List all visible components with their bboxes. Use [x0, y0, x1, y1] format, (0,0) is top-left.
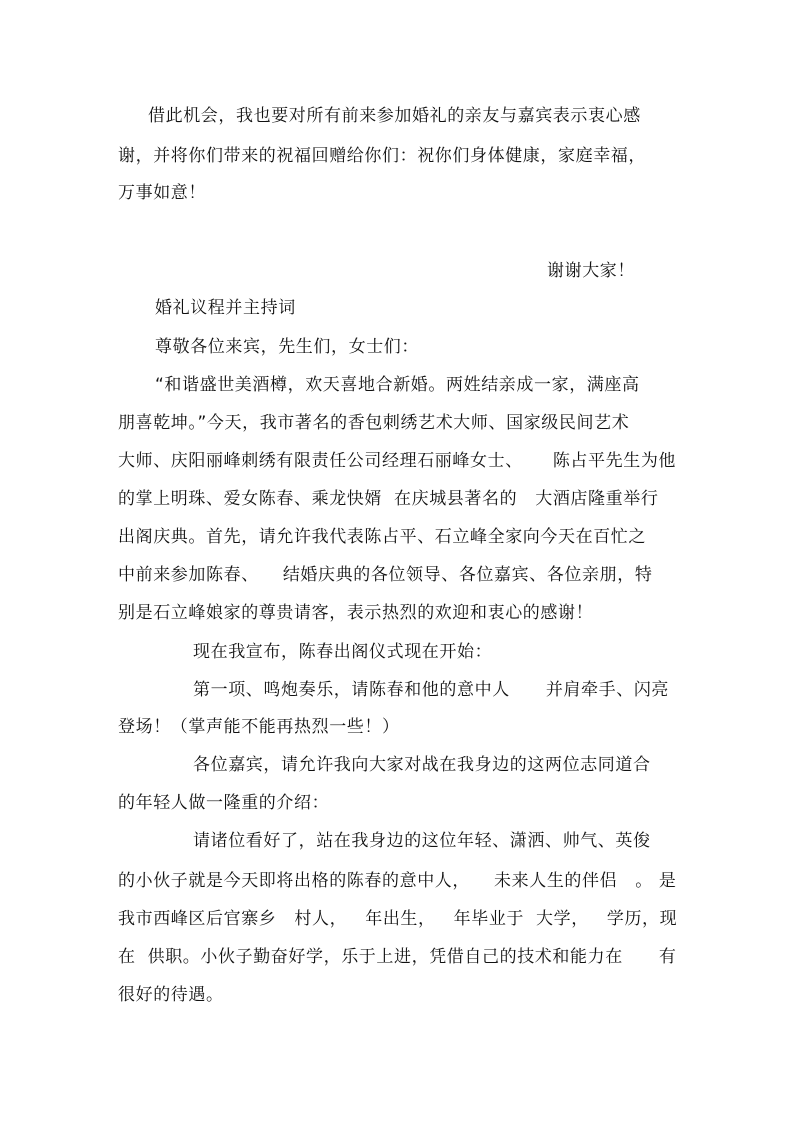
salutation: 尊敬各位来宾，先生们，女士们： [155, 337, 419, 357]
paragraph-line: 出阁庆典。首先，请允许我代表陈占平、石立峰全家向今天在百忙之 [118, 527, 646, 547]
paragraph-line: 大师、庆阳丽峰刺绣有限责任公司经理石丽峰女士、 陈占平先生为他 [118, 451, 677, 471]
paragraph-line: 别是石立峰娘家的尊贵请客，表示热烈的欢迎和衷心的感谢！ [118, 603, 594, 623]
paragraph-line: 谢，并将你们带来的祝福回赠给你们：祝你们身体健康，家庭幸福， [118, 146, 646, 166]
paragraph-line: 的小伙子就是今天即将出格的陈春的意中人， 未来人生的伴侣 。 是 [118, 871, 677, 891]
closing-thanks: 谢谢大家！ [547, 261, 635, 281]
paragraph-line: 万事如意！ [118, 183, 206, 203]
paragraph-line: 很好的待遇。 [118, 985, 224, 1005]
paragraph-line: 第一项、鸣炮奏乐，请陈春和他的意中人 并肩牵手、闪亮 [193, 680, 670, 700]
paragraph-line: 各位嘉宾，请允许我向大家对战在我身边的这两位志同道合 [193, 755, 651, 775]
section-heading: 婚礼议程并主持词 [155, 298, 296, 318]
paragraph-line: 朋喜乾坤。”今天，我市著名的香包刺绣艺术大师、国家级民间艺术 [118, 413, 630, 433]
paragraph-line: 中前来参加陈春、 结婚庆典的各位领导、各位嘉宾、各位亲朋，特 [118, 565, 653, 585]
paragraph-line: “和谐盛世美酒樽，欢天喜地合新婚。两姓结亲成一家，满座高 [155, 375, 640, 395]
paragraph-line: 现在我宣布，陈春出阁仪式现在开始： [193, 642, 493, 662]
paragraph-line: 我市西峰区后官寨乡 村人， 年出生， 年毕业于 大学， 学历，现 [118, 909, 678, 929]
paragraph-line: 借此机会，我也要对所有前来参加婚礼的亲友与嘉宾表示衷心感 [148, 106, 641, 126]
paragraph-line: 请诸位看好了，站在我身边的这位年轻、潇洒、帅气、英俊 [193, 831, 651, 851]
paragraph-line: 的掌上明珠、爱女陈春、乘龙快婿 在庆城县著名的 大酒店隆重举行 [118, 489, 659, 509]
paragraph-line: 的年轻人做一隆重的介绍： [118, 793, 330, 813]
paragraph-line: 在 供职。小伙子勤奋好学，乐于上进，凭借自己的技术和能力在 有 [118, 947, 677, 967]
paragraph-line: 登场！（掌声能不能再热烈一些！） [118, 717, 400, 737]
